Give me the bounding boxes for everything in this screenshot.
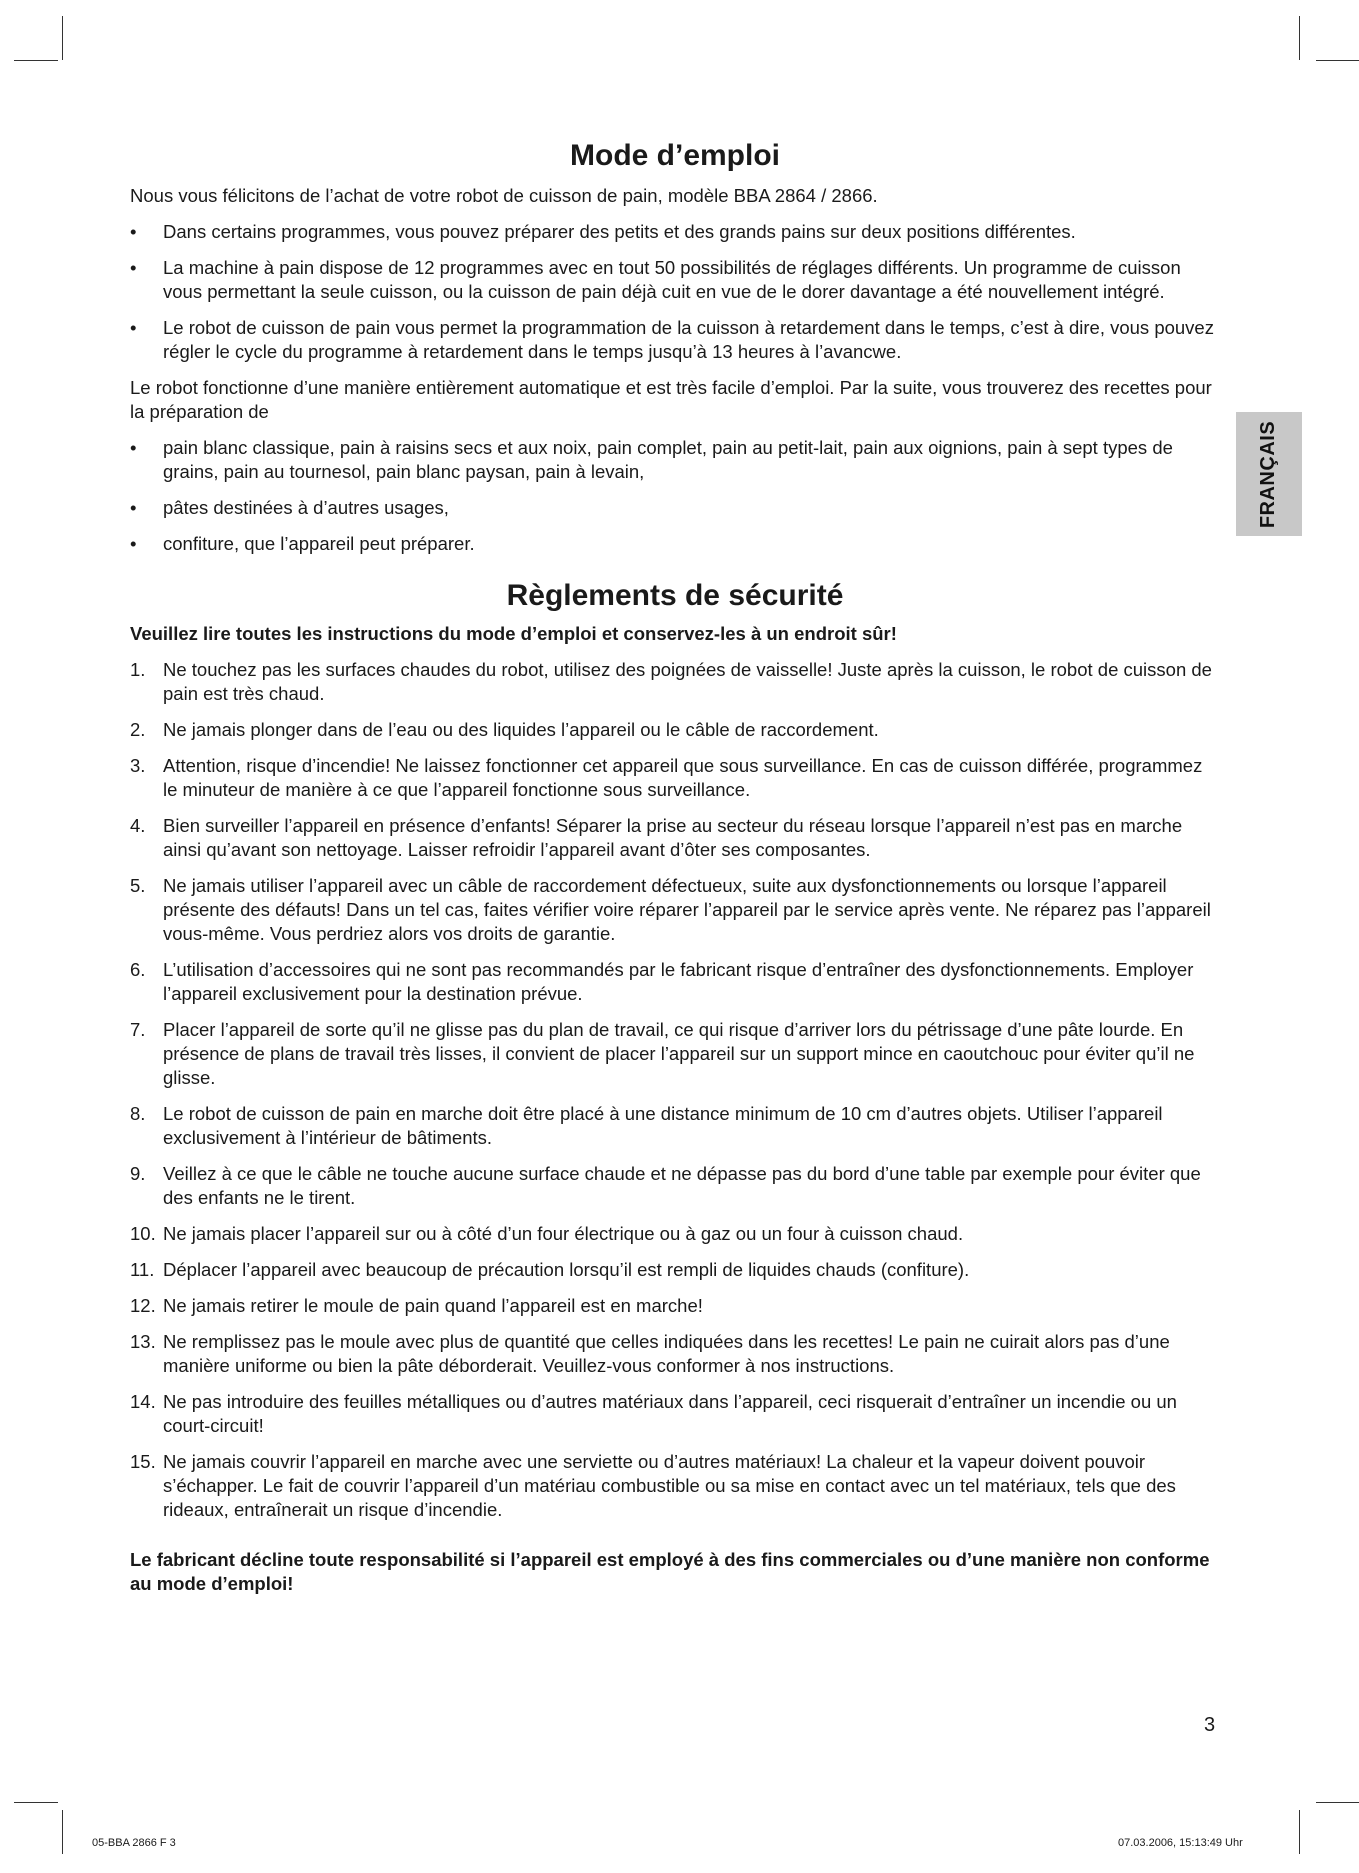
footer-timestamp: 07.03.2006, 15:13:49 Uhr [1118,1837,1243,1849]
crop-mark [1316,60,1359,61]
feature-list [130,220,1220,364]
item-number: 9. [130,1163,146,1184]
language-tab [1236,412,1302,536]
list-item: • Dans certains programmes, vous pouvez préparer des petits et des grands pains sur deux positions différentes. [130,221,1076,242]
item-number: 12. [130,1295,156,1316]
crop-mark [62,16,63,60]
item-number: 8. [130,1103,146,1124]
item-number: 13. [130,1331,156,1352]
list-item: 14. Ne pas introduire des feuilles métalliques ou d’autres matériaux dans l’appareil, ceci risquerait d’entraîner un incendie ou un court-circuit! [130,1391,1177,1436]
item-number: 1. [130,659,146,680]
bullet-mark: • [130,437,137,458]
safety-lead: Veuillez lire toutes les instructions du mode d’emploi et conservez-les à un endroit sûr! [130,623,897,644]
list-item: • La machine à pain dispose de 12 programmes avec en tout 50 possibilités de réglages différents. Un programme de cuisson vous permettant la seule cuisson, ou la cuisson de pain déjà cuit en vue de le dorer davantage a été nouvellement intégré. [130,257,1181,302]
item-number: 4. [130,815,146,836]
crop-mark [1316,1802,1359,1803]
bullet-mark: • [130,317,137,338]
intro-lead: Nous vous félicitons de l’achat de votre robot de cuisson de pain, modèle BBA 2864 / 2866. [130,185,878,206]
recipe-list [130,436,1220,556]
list-item: 12. Ne jamais retirer le moule de pain quand l’appareil est en marche! [130,1295,703,1316]
list-item: • pain blanc classique, pain à raisins secs et aux noix, pain complet, pain au petit-lait, pain aux oignions, pain à sept types de grains, pain au tournesol, pain blanc paysan, pain à levain, [130,437,1173,482]
item-number: 15. [130,1451,156,1472]
list-item: 11. Déplacer l’appareil avec beaucoup de précaution lorsqu’il est rempli de liquides chauds (confiture). [130,1259,970,1280]
language-tab-label: FRANÇAIS [1257,420,1280,528]
list-item: 4. Bien surveiller l’appareil en présence d’enfants! Séparer la prise au secteur du réseau lorsque l’appareil n’est pas en marche ainsi qu’avant son nettoyage. Laisser refroidir l’appareil avant d’ôter ses composantes. [130,815,1183,860]
list-item: 6. L’utilisation d’accessoires qui ne sont pas recommandés par le fabricant risque d’entraîner des dysfonctionnements. Employer l’appareil exclusivement pour la destination prévue. [130,959,1194,1004]
item-number: 10. [130,1223,156,1244]
list-item: 7. Placer l’appareil de sorte qu’il ne glisse pas du plan de travail, ce qui risque d’arriver lors du pétrissage d’une pâte lourde. En présence de plans de travail très lisses, il convient de placer l’appareil sur un support mince en caoutchouc pour éviter qu’il ne glisse. [130,1019,1195,1088]
list-item: 15. Ne jamais couvrir l’appareil en marche avec une serviette ou d’autres matériaux! La chaleur et la vapeur doivent pouvoir s’échapper. Le fait de couvrir l’appareil d’un matériau combustible ou sa mise en contact avec un tel matériaux, tels que des rideaux, entraînerait un risque d’incendie. [130,1451,1176,1520]
list-item: 5. Ne jamais utiliser l’appareil avec un câble de raccordement défectueux, suite aux dysfonctionnements ou lorsque l’appareil présente des défauts! Dans un tel cas, faites vérifier voire réparer l’appareil par le service après vente. Ne réparez pas l’appareil vous-même. Vous perdriez alors vos droits de garantie. [130,875,1211,944]
list-item: 3. Attention, risque d’incendie! Ne laissez fonctionner cet appareil que sous surveillance. En cas de cuisson différée, programmez le minuteur de manière à ce que l’appareil fonctionne sous surveillance. [130,755,1203,800]
list-item: 8. Le robot de cuisson de pain en marche doit être placé à une distance minimum de 10 cm d’autres objets. Utiliser l’appareil exclusivement à l’intérieur de bâtiments. [130,1103,1163,1148]
page-number: 3 [1204,1714,1216,1736]
document-body [130,138,1220,1608]
crop-mark [14,60,58,61]
list-item: 9. Veillez à ce que le câble ne touche aucune surface chaude et ne dépasse pas du bord d’une table par exemple pour éviter que des enfants ne le tirent. [130,1163,1201,1208]
safety-list [130,658,1220,1522]
item-number: 2. [130,719,146,740]
crop-mark [1299,16,1300,60]
crop-mark [14,1802,58,1803]
bullet-mark: • [130,221,137,242]
list-item: • pâtes destinées à d’autres usages, [130,497,449,518]
crop-mark [62,1810,63,1854]
list-item: • Le robot de cuisson de pain vous permet la programmation de la cuisson à retardement dans le temps, c’est à dire, vous pouvez régler le cycle du programme à retardement dans le temps jusqu’à 13 heures à l’avancwe. [130,317,1214,362]
closing-notice: Le fabricant décline toute responsabilité si l’appareil est employé à des fins commerciales ou d’une manière non conforme au mode d’emploi! [130,1549,1210,1594]
item-number: 11. [130,1259,155,1280]
item-number: 14. [130,1391,156,1412]
bullet-mark: • [130,497,137,518]
list-item: 10. Ne jamais placer l’appareil sur ou à côté d’un four électrique ou à gaz ou un four à cuisson chaud. [130,1223,964,1244]
item-number: 6. [130,959,146,980]
item-number: 5. [130,875,146,896]
item-number: 7. [130,1019,146,1040]
page-title: Mode d’emploi [570,139,780,172]
list-item: 2. Ne jamais plonger dans de l’eau ou des liquides l’appareil ou le câble de raccordement. [130,719,879,740]
item-number: 3. [130,755,146,776]
list-item: 1. Ne touchez pas les surfaces chaudes du robot, utilisez des poignées de vaisselle! Juste après la cuisson, le robot de cuisson de pain est très chaud. [130,659,1212,704]
intro-paragraph: Le robot fonctionne d’une manière entièrement automatique et est très facile d’emploi. Par la suite, vous trouverez des recettes pour la préparation de [130,377,1212,422]
crop-mark [1299,1810,1300,1854]
list-item: 13. Ne remplissez pas le moule avec plus de quantité que celles indiquées dans les recettes! Le pain ne cuirait alors pas d’une manière uniforme ou bien la pâte déborderait. Veuillez-vous conformer à nos instructions. [130,1331,1170,1376]
section-title-safety: Règlements de sécurité [506,579,844,612]
bullet-mark: • [130,533,137,554]
footer-file-id: 05-BBA 2866 F 3 [92,1837,176,1849]
bullet-mark: • [130,257,137,278]
list-item: • confiture, que l’appareil peut préparer. [130,533,475,554]
